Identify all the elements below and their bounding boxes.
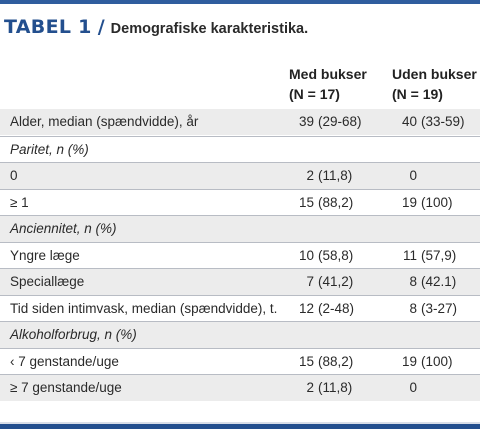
section-header-row xyxy=(0,321,480,348)
cell-count: 8 xyxy=(409,301,417,316)
table-caption: Demografiske karakteristika. xyxy=(110,21,309,37)
cell-detail: (58,8) xyxy=(318,248,354,263)
table-row xyxy=(0,295,480,322)
cell-med-bukser xyxy=(290,296,382,322)
cell-med-bukser xyxy=(290,216,382,242)
table-row xyxy=(0,268,480,295)
cell-count: 19 xyxy=(401,195,417,210)
cell-detail: (2-48) xyxy=(318,301,355,316)
cell-med-bukser xyxy=(290,190,382,216)
column-header-count: (N = 19) xyxy=(392,86,443,102)
column-header-count: (N = 17) xyxy=(289,86,340,102)
column-header-title: Med bukser xyxy=(289,66,367,82)
top-accent-bar xyxy=(0,0,480,4)
row-label: Alder, median (spændvidde), år xyxy=(10,114,199,129)
cell-detail: (88,2) xyxy=(318,195,354,210)
cell-uden-bukser xyxy=(393,296,475,322)
cell-uden-bukser xyxy=(393,269,475,295)
row-label: ≥ 7 genstande/uge xyxy=(10,380,122,395)
cell-uden-bukser xyxy=(393,322,475,348)
cell-detail: (88,2) xyxy=(318,354,354,369)
cell-med-bukser xyxy=(290,163,382,189)
cell-med-bukser xyxy=(290,375,382,401)
row-label: 0 xyxy=(10,168,18,183)
cell-detail: (11,8) xyxy=(318,380,353,395)
table-number: TABEL 1 xyxy=(4,16,92,38)
cell-med-bukser xyxy=(290,243,382,269)
cell-detail: (41,2) xyxy=(318,274,354,289)
cell-uden-bukser xyxy=(393,243,475,269)
cell-count: 0 xyxy=(409,168,417,183)
cell-count: 2 xyxy=(306,380,314,395)
table-row xyxy=(0,162,480,189)
section-header-row xyxy=(0,215,480,242)
cell-med-bukser xyxy=(290,137,382,163)
cell-detail: (42.1) xyxy=(421,274,457,289)
row-label: ‹ 7 genstande/uge xyxy=(10,354,119,369)
cell-uden-bukser xyxy=(393,349,475,375)
cell-detail: (33-59) xyxy=(421,114,465,129)
cell-uden-bukser xyxy=(393,137,475,163)
section-header-row xyxy=(0,136,480,163)
table-row xyxy=(0,242,480,269)
row-label: ≥ 1 xyxy=(10,195,29,210)
cell-count: 15 xyxy=(298,354,314,369)
cell-detail: (29-68) xyxy=(318,114,362,129)
cell-uden-bukser xyxy=(393,375,475,401)
cell-count: 12 xyxy=(298,301,314,316)
cell-med-bukser xyxy=(290,322,382,348)
cell-uden-bukser xyxy=(393,190,475,216)
title-slash: / xyxy=(97,16,105,38)
cell-count: 15 xyxy=(298,195,314,210)
row-label: Yngre læge xyxy=(10,248,80,263)
table-row xyxy=(0,374,480,401)
cell-count: 19 xyxy=(401,354,417,369)
cell-count: 39 xyxy=(298,114,314,129)
row-label: Anciennitet, n (%) xyxy=(10,221,117,236)
cell-detail: (3-27) xyxy=(421,301,458,316)
cell-med-bukser xyxy=(290,269,382,295)
cell-uden-bukser xyxy=(393,163,475,189)
cell-count: 40 xyxy=(401,114,417,129)
cell-detail: (100) xyxy=(421,195,453,210)
column-header-uden-bukser xyxy=(392,64,477,104)
cell-med-bukser xyxy=(290,109,382,135)
cell-med-bukser xyxy=(290,349,382,375)
row-label: Tid siden intimvask, median (spændvidde), t. xyxy=(10,301,278,316)
cell-detail: (11,8) xyxy=(318,168,353,183)
cell-count: 11 xyxy=(402,248,417,263)
table-row xyxy=(0,109,480,135)
table-row xyxy=(0,189,480,216)
table-row xyxy=(0,348,480,375)
cell-count: 0 xyxy=(409,380,417,395)
row-label: Alkoholforbrug, n (%) xyxy=(10,327,137,342)
cell-count: 10 xyxy=(298,248,314,263)
table-title xyxy=(4,16,308,40)
cell-uden-bukser xyxy=(393,109,475,135)
row-label: Paritet, n (%) xyxy=(10,142,89,157)
cell-count: 8 xyxy=(409,274,417,289)
cell-uden-bukser xyxy=(393,216,475,242)
cell-count: 2 xyxy=(306,168,314,183)
cell-count: 7 xyxy=(306,274,314,289)
cell-detail: (57,9) xyxy=(421,248,457,263)
column-header-med-bukser xyxy=(289,64,367,104)
row-label: Speciallæge xyxy=(10,274,85,289)
cell-detail: (100) xyxy=(421,354,453,369)
column-header-title: Uden bukser xyxy=(392,66,477,82)
bottom-accent-bar xyxy=(0,424,480,429)
